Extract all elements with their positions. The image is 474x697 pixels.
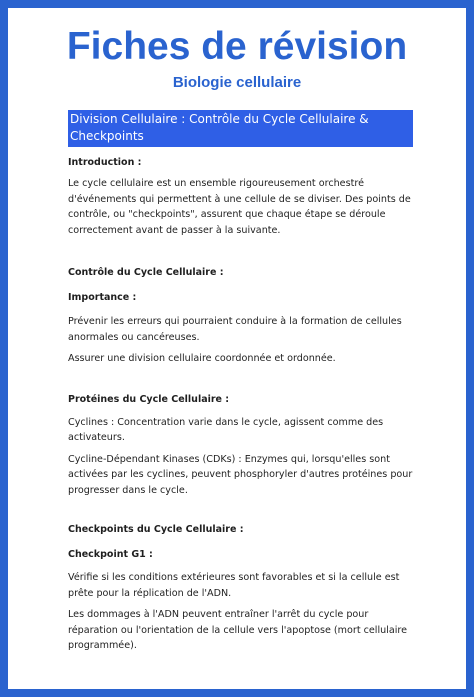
document-content xyxy=(68,110,413,654)
checkpoint-g1-label: Checkpoint G1 : xyxy=(68,549,153,560)
page-title: Fiches de révision xyxy=(66,25,408,68)
checkpoints-paragraph: Vérifie si les conditions extérieures sont favorables et si la cellule est prête pour la réplication de l'ADN. xyxy=(68,572,400,599)
section-heading: Division Cellulaire : Contrôle du Cycle Cellulaire & Checkpoints xyxy=(68,110,413,147)
introduction-label: Introduction : xyxy=(68,157,142,168)
controle-heading: Contrôle du Cycle Cellulaire : xyxy=(68,267,224,278)
controle-paragraph: Assurer une division cellulaire coordonnée et ordonnée. xyxy=(68,353,336,364)
checkpoints-paragraph: Les dommages à l'ADN peuvent entraîner l'arrêt du cycle pour réparation ou l'orientation de la cellule vers l'apoptose (mort cellulaire programmée). xyxy=(68,609,408,651)
proteines-paragraph: Cycline-Dépendant Kinases (CDKs) : Enzymes qui, lorsqu'elles sont activées par les cyclines, peuvent phosphoryler d'autres protéines pour progresser dans le cycle. xyxy=(68,453,413,496)
proteines-heading: Protéines du Cycle Cellulaire : xyxy=(68,393,230,405)
introduction-text: Le cycle cellulaire est un ensemble rigoureusement orchestré d'événements qui permettent à une cellule de se diviser. Des points de contrôle, ou "checkpoints", assurent que chaque étape se déroule correctement avant de passer à la suivante. xyxy=(68,178,411,236)
checkpoints-heading: Checkpoints du Cycle Cellulaire : xyxy=(68,524,244,535)
importance-label: Importance : xyxy=(68,292,137,303)
controle-paragraph: Prévenir les erreurs qui pourraient conduire à la formation de cellules anormales ou cancéreuses. xyxy=(68,316,402,343)
page-subtitle: Biologie cellulaire xyxy=(172,74,302,91)
proteines-paragraph: Cyclines : Concentration varie dans le cycle, agissent comme des activateurs. xyxy=(68,416,384,443)
